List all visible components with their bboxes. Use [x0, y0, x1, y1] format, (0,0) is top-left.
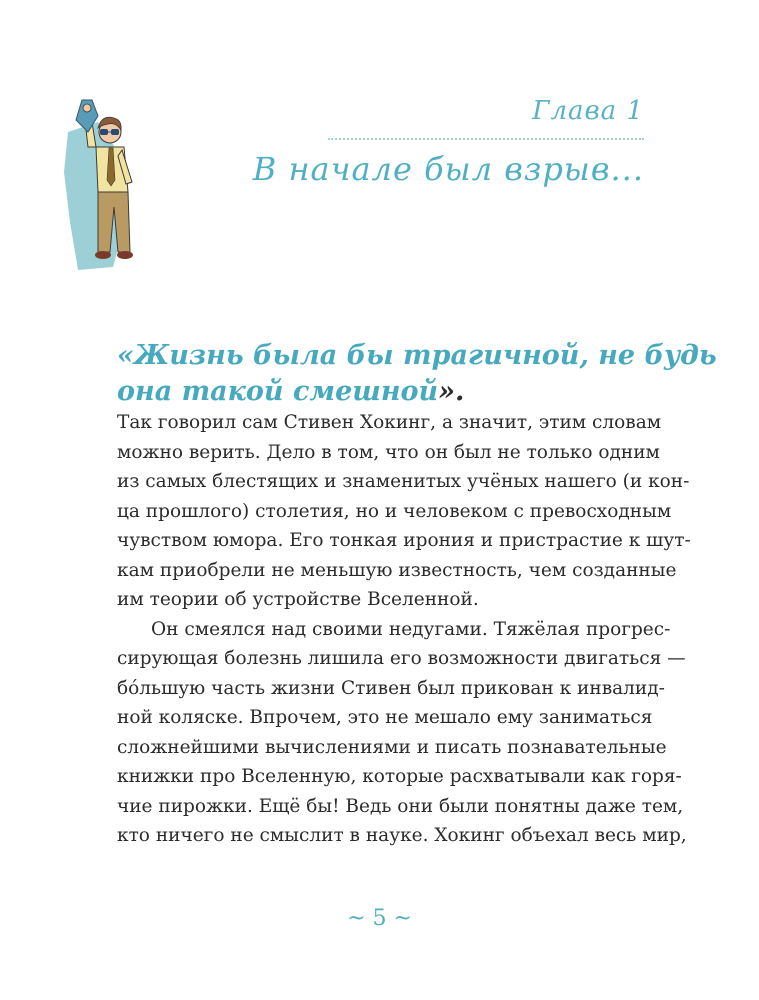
body-line: ной коляске. Впрочем, это не мешало ему заниматься: [117, 707, 653, 728]
body-line: им теории об устройстве Вселенной.: [117, 589, 479, 610]
quote-line-1: «Жизнь была бы трагичной, не будь: [117, 340, 717, 371]
body-line: ца прошлого) столетия, но и человеком с превосходным: [117, 500, 672, 522]
body-line: можно верить. Дело в том, что он был не только одним: [117, 441, 660, 463]
body-line: бóльшую часть жизни Стивен был прикован к инвалид-: [117, 677, 665, 699]
quote-line-2: [117, 374, 657, 410]
body-line: из самых блестящих и знаменитых учёных нашего (и кон-: [117, 471, 690, 492]
quote-line-2-end: ».: [438, 376, 465, 407]
body-line: Он смеялся над своими недугами. Тяжёлая прогрес-: [151, 618, 671, 640]
body-line: книжки про Вселенную, которые расхватывали как горя-: [117, 766, 682, 787]
body-line: кам приобрели не меньшую известность, чем созданные: [117, 559, 677, 581]
body-line: кто ничего не смыслит в науке. Хокинг объехал весь мир,: [117, 825, 687, 846]
quote-line-2-text: она такой смешной: [117, 376, 439, 407]
body-line: сирующая болезнь лишила его возможности двигаться —: [117, 648, 686, 669]
chapter-divider: [328, 138, 644, 140]
chapter-label: Глава 1: [532, 96, 644, 126]
body-line: чувством юмора. Его тонкая ирония и пристрастие к шут-: [117, 530, 691, 551]
body-line: сложнейшими вычислениями и писать познавательные: [117, 736, 667, 758]
page-number: ~ 5 ~: [347, 906, 412, 931]
epigraph-quote: [117, 338, 717, 410]
chapter-title: В начале был взрыв...: [252, 150, 644, 188]
body-line: Так говорил сам Стивен Хокинг, а значит, этим словам: [117, 412, 662, 433]
boy-illustration: [58, 92, 158, 272]
body-text: [117, 408, 691, 851]
body-line: чие пирожки. Ещё бы! Ведь они были понятны даже тем,: [117, 795, 684, 817]
